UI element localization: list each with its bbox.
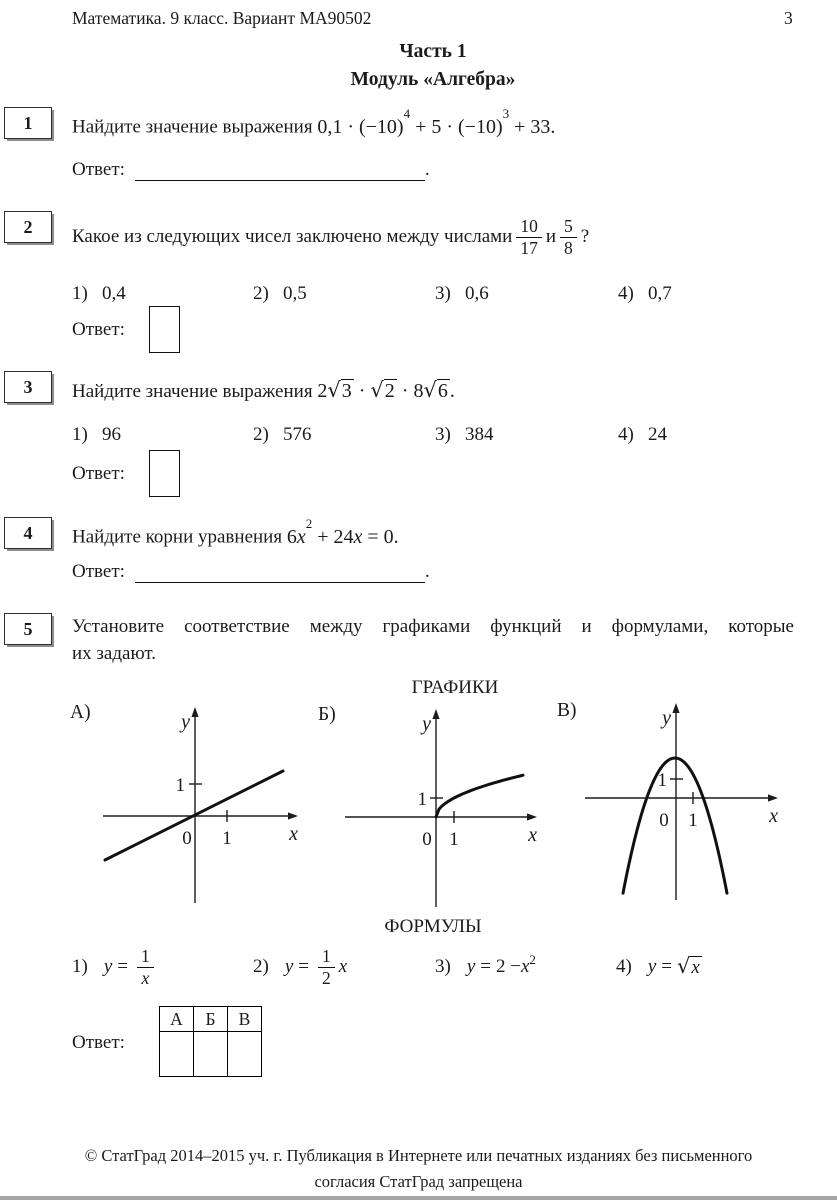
expr-period: . (393, 525, 399, 548)
problem-1-number: 1 (4, 107, 52, 139)
graph-b-label: Б) (318, 704, 336, 725)
coefficient: 8 (413, 380, 424, 402)
radical-term (317, 380, 353, 402)
formula-marker: 2) (253, 955, 269, 977)
problem-5-prompt-line2: их задают. (72, 642, 157, 664)
formula-3 (435, 938, 536, 996)
answer-table-header-v: В (228, 1007, 262, 1032)
x-axis-arrow (288, 812, 298, 819)
fraction-10-17 (516, 216, 542, 257)
answer-table-body-row (160, 1032, 262, 1077)
formula-2 (253, 938, 347, 996)
problem-4-answer-row (72, 560, 430, 583)
answer-label: Ответ: (72, 561, 125, 582)
answer-cell-a[interactable] (160, 1032, 194, 1077)
fraction-5-8 (560, 216, 577, 257)
problem-3-expression (317, 380, 455, 402)
variable-x: x (353, 525, 363, 548)
formula-tail-variable: x (338, 955, 348, 977)
radicand: x (691, 957, 700, 979)
radicand: 6 (437, 380, 448, 402)
problem-3-text (72, 376, 455, 406)
graph-a-plot (57, 698, 307, 913)
graph-a-label: А) (70, 702, 91, 723)
x-tick-label: 1 (222, 828, 232, 849)
answer-label: Ответ: (72, 159, 125, 180)
formula-body: 2 − (495, 955, 521, 977)
answer-table-header-a: А (160, 1007, 194, 1032)
answer-period: . (424, 561, 430, 582)
y-axis-arrow (191, 707, 198, 717)
formula-marker: 3) (435, 955, 451, 977)
coefficient: 2 (317, 380, 328, 402)
option-value: 24 (648, 424, 667, 445)
fraction-numerator: 1 (137, 946, 154, 967)
fraction-denominator: 2 (321, 967, 331, 988)
part-title: Часть 1 (399, 41, 467, 62)
origin-label: 0 (422, 829, 432, 850)
answer-cell-v[interactable] (228, 1032, 262, 1077)
fraction-denominator: 8 (563, 237, 573, 258)
graph-v-label: В) (557, 700, 577, 721)
exponent: 3 (502, 105, 510, 121)
p2-option-4 (618, 283, 672, 305)
fraction-numerator: 5 (560, 216, 577, 237)
graph-b-plot (330, 698, 550, 913)
fraction-denominator: 17 (520, 237, 538, 258)
problem-4-number: 4 (4, 517, 52, 549)
formula-variable: x (520, 955, 530, 977)
problem-3-number: 3 (4, 371, 52, 403)
option-value: 576 (283, 424, 312, 445)
problem-3-prompt: Найдите значение выражения (72, 381, 313, 402)
option-value: 0,7 (648, 283, 672, 304)
x-axis-letter: x (528, 824, 537, 846)
problem-4-expression (286, 515, 399, 548)
radical-sign: √ (370, 378, 384, 402)
formula-4 (616, 938, 702, 996)
x-tick-label: 1 (688, 810, 698, 831)
answer-table (159, 1006, 262, 1077)
problem-5-prompt-line1: Установите соответствие между графиками функций и формулами, которые (72, 616, 794, 637)
option-marker: 3) (435, 283, 451, 304)
p3-option-1 (72, 424, 121, 446)
x-axis-arrow (527, 813, 537, 820)
p3-option-4 (618, 424, 667, 446)
x-axis-letter: x (769, 805, 778, 827)
answer-box[interactable] (149, 450, 180, 497)
coefficient: 6 (286, 525, 297, 548)
option-value: 384 (465, 424, 494, 445)
p2-option-3 (435, 283, 489, 305)
expr-term: + 33. (509, 115, 556, 138)
problem-5-number: 5 (4, 613, 52, 645)
multiplication-dot: · (401, 380, 409, 402)
graph-v-plot (552, 698, 792, 908)
p2-option-2 (253, 283, 307, 305)
problem-2-number: 2 (4, 211, 52, 243)
exponent: 2 (305, 515, 313, 531)
answer-table-header-b: Б (194, 1007, 228, 1032)
page-number: 3 (784, 8, 793, 28)
equals-sign: = (480, 955, 491, 977)
answer-blank-line[interactable] (135, 158, 425, 181)
curve (436, 775, 523, 817)
origin-label: 0 (182, 828, 192, 849)
option-marker: 1) (72, 424, 88, 445)
problem-1-text (72, 105, 556, 141)
problem-4-text (72, 515, 399, 551)
graphs-title: ГРАФИКИ (411, 677, 499, 698)
option-marker: 3) (435, 424, 451, 445)
expr-term: 0,1 · (−10) (317, 115, 404, 138)
answer-label: Ответ: (72, 462, 125, 484)
radical-sign: √ (423, 378, 437, 402)
formula-fraction (318, 946, 335, 987)
question-mark: ? (580, 225, 590, 247)
x-axis-arrow (768, 794, 778, 801)
y-tick-label: 1 (417, 789, 427, 810)
formula-lhs: y (647, 955, 657, 977)
option-marker: 2) (253, 283, 269, 304)
p2-option-1 (72, 283, 126, 305)
option-value: 0,6 (465, 283, 489, 304)
answer-box[interactable] (149, 306, 180, 353)
conjunction: и (545, 225, 556, 247)
y-tick-label: 1 (657, 770, 667, 791)
answer-table-header-row (160, 1007, 262, 1032)
option-marker: 2) (253, 424, 269, 445)
answer-period: . (424, 159, 430, 180)
formula-lhs: y (284, 955, 294, 977)
exponent: 2 (529, 951, 536, 967)
answer-cell-b[interactable] (194, 1032, 228, 1077)
radical-term (677, 952, 702, 982)
y-axis-letter: y (662, 707, 671, 729)
radicand: 3 (341, 380, 352, 402)
x-axis-letter: x (289, 823, 298, 845)
multiplication-dot: · (358, 380, 366, 402)
variable-x: x (296, 525, 306, 548)
curve (623, 758, 727, 893)
y-tick-label: 1 (175, 775, 185, 796)
expr-term: + 5 · (−10) (410, 115, 503, 138)
expr-term: + 24 (312, 525, 354, 548)
fraction-denominator: x (141, 967, 150, 988)
footer-line2: согласия СтатГрад запрещена (314, 1172, 523, 1191)
problem-2-text (72, 212, 589, 262)
fraction-numerator: 10 (516, 216, 542, 237)
y-axis-arrow (672, 703, 679, 713)
module-title: Модуль «Алгебра» (350, 69, 516, 90)
radical-term (370, 380, 396, 402)
problem-2-prompt: Какое из следующих чисел заключено между числами (72, 225, 513, 247)
equals-sign: = (117, 955, 128, 977)
answer-label: Ответ: (72, 318, 125, 340)
problem-4-prompt: Найдите корни уравнения (72, 526, 283, 548)
answer-blank-line[interactable] (135, 560, 425, 583)
formula-marker: 4) (616, 955, 632, 977)
problem-1-prompt: Найдите значение выражения (72, 116, 313, 138)
option-value: 0,4 (102, 283, 126, 304)
p3-option-3 (435, 424, 494, 446)
formula-1 (72, 938, 158, 996)
problem-2-answer-row (72, 306, 180, 353)
radical-term (413, 380, 449, 402)
exponent: 4 (403, 105, 411, 121)
radicand: 2 (384, 380, 395, 402)
expr-period: . (449, 380, 455, 402)
y-axis-letter: y (181, 711, 190, 733)
formulas-title: ФОРМУЛЫ (384, 916, 482, 937)
origin-label: 0 (659, 810, 669, 831)
problem-1-answer-row (72, 158, 430, 181)
radical-sign: √ (676, 954, 691, 979)
y-axis-letter: y (422, 713, 431, 735)
footer-line1: © СтатГрад 2014–2015 уч. г. Публикация в Интернете или печатных изданиях без письменного (84, 1146, 753, 1165)
option-value: 0,5 (283, 283, 307, 304)
x-tick-label: 1 (449, 829, 459, 850)
option-value: 96 (102, 424, 121, 445)
answer-label: Ответ: (72, 1032, 125, 1053)
formula-lhs: y (103, 955, 113, 977)
equals-sign: = (298, 955, 309, 977)
expr-term: = 0 (362, 525, 394, 548)
problem-5-text (72, 614, 794, 667)
formula-lhs: y (466, 955, 476, 977)
option-marker: 1) (72, 283, 88, 304)
header-title: Математика. 9 класс. Вариант МА90502 (72, 8, 372, 28)
option-marker: 4) (618, 424, 634, 445)
equals-sign: = (661, 955, 672, 977)
radical-sign: √ (327, 378, 341, 402)
scan-bottom-edge (0, 1196, 837, 1200)
formula-fraction (137, 946, 154, 987)
p3-option-2 (253, 424, 312, 446)
problem-1-expression (317, 105, 556, 138)
formula-marker: 1) (72, 955, 88, 977)
option-marker: 4) (618, 283, 634, 304)
y-axis-arrow (432, 709, 439, 719)
fraction-numerator: 1 (318, 946, 335, 967)
problem-3-answer-row (72, 450, 180, 497)
